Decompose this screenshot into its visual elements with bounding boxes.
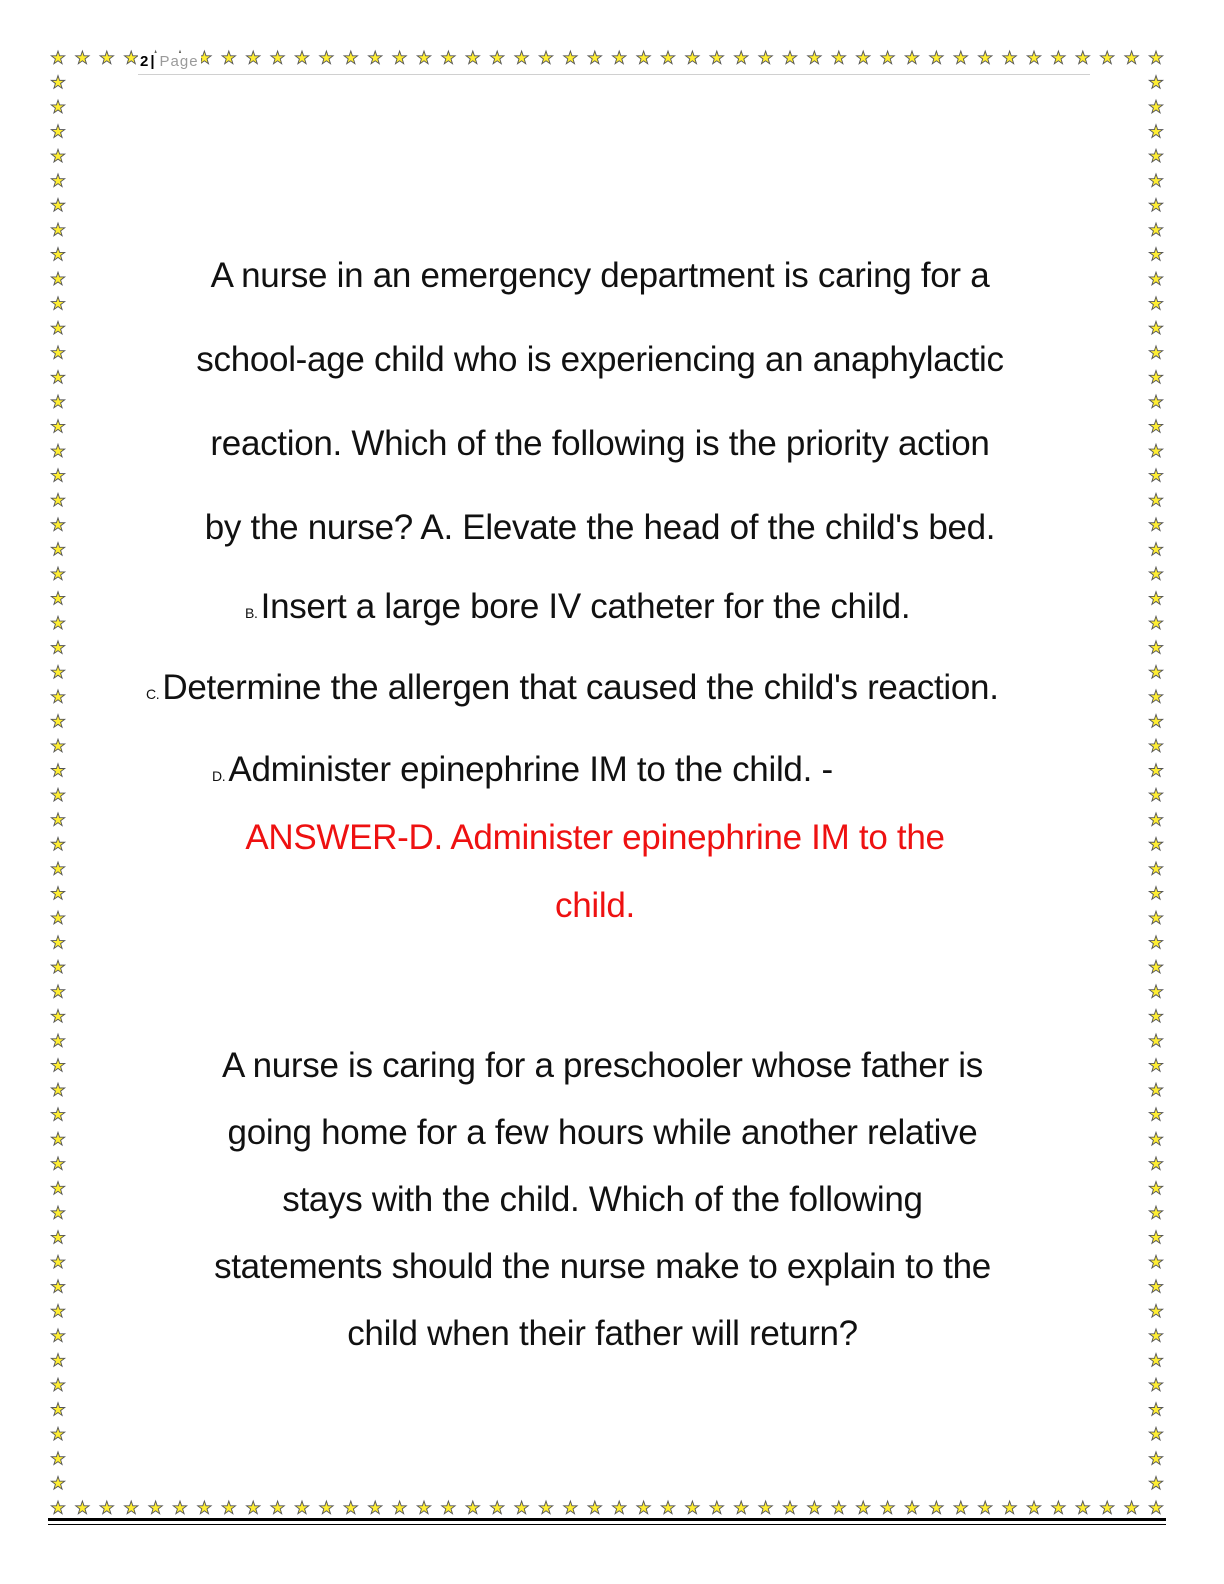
- option-d: [212, 745, 833, 801]
- star-icon: [51, 149, 64, 162]
- star-icon: [1149, 837, 1162, 850]
- star-icon: [51, 444, 64, 457]
- star-icon: [51, 1182, 64, 1195]
- star-icon: [783, 1501, 796, 1514]
- star-icon: [1149, 960, 1162, 973]
- star-icon: [1149, 346, 1162, 359]
- star-icon: [51, 420, 64, 433]
- question-2-line: statements should the nurse make to explain to the: [214, 1247, 991, 1286]
- star-icon: [271, 51, 284, 64]
- star-icon: [588, 51, 601, 64]
- star-icon: [1149, 469, 1162, 482]
- star-icon: [51, 1304, 64, 1317]
- star-icon: [125, 1501, 138, 1514]
- star-icon: [125, 51, 138, 64]
- star-icon: [1149, 1157, 1162, 1170]
- star-icon: [1149, 149, 1162, 162]
- page-number: 2: [140, 53, 149, 70]
- star-icon: [1149, 272, 1162, 285]
- star-icon: [808, 51, 821, 64]
- star-icon: [1149, 1132, 1162, 1145]
- question-1-line: by the nurse? A. Elevate the head of the child's bed.: [204, 508, 996, 547]
- star-icon: [173, 1501, 186, 1514]
- star-icon: [1149, 887, 1162, 900]
- star-icon: [76, 1501, 89, 1514]
- star-icon: [344, 1501, 357, 1514]
- question-2-line: going home for a few hours while another relative: [227, 1113, 978, 1152]
- star-icon: [954, 51, 967, 64]
- star-icon: [295, 1501, 308, 1514]
- star-icon: [1003, 1501, 1016, 1514]
- star-icon: [1149, 862, 1162, 875]
- star-icon: [369, 1501, 382, 1514]
- star-icon: [247, 1501, 260, 1514]
- star-icon: [76, 51, 89, 64]
- star-icon: [979, 1501, 992, 1514]
- star-icon: [1149, 616, 1162, 629]
- question-1-line: school-age child who is experiencing an anaphylactic: [196, 340, 1004, 379]
- bottom-rule-thick: [48, 1518, 1166, 1521]
- star-icon: [1149, 1304, 1162, 1317]
- star-icon: [515, 51, 528, 64]
- star-icon: [1149, 543, 1162, 556]
- star-icon: [637, 51, 650, 64]
- star-icon: [369, 51, 382, 64]
- star-icon: [1149, 739, 1162, 752]
- star-icon: [564, 1501, 577, 1514]
- star-icon: [51, 100, 64, 113]
- star-icon: [51, 1378, 64, 1391]
- star-icon: [1149, 1182, 1162, 1195]
- star-icon: [51, 1476, 64, 1489]
- star-icon: [881, 1501, 894, 1514]
- star-icon: [1149, 395, 1162, 408]
- star-icon: [51, 936, 64, 949]
- question-2-line: child when their father will return?: [347, 1314, 858, 1353]
- star-icon: [1149, 51, 1162, 64]
- star-icon: [1149, 370, 1162, 383]
- star-icon: [51, 715, 64, 728]
- star-icon: [51, 1427, 64, 1440]
- star-icon: [1149, 985, 1162, 998]
- answer-line: child.: [555, 886, 635, 925]
- star-icon: [466, 1501, 479, 1514]
- star-icon: [51, 911, 64, 924]
- star-icon: [1149, 1476, 1162, 1489]
- star-icon: [1149, 223, 1162, 236]
- star-icon: [51, 985, 64, 998]
- star-icon: [320, 51, 333, 64]
- star-icon: [1149, 100, 1162, 113]
- star-icon: [393, 1501, 406, 1514]
- star-icon: [1149, 567, 1162, 580]
- star-icon: [1149, 1378, 1162, 1391]
- star-icon: [1149, 1009, 1162, 1022]
- star-icon: [1149, 911, 1162, 924]
- star-icon: [710, 51, 723, 64]
- star-icon: [1149, 444, 1162, 457]
- answer-text: [140, 804, 1050, 940]
- star-icon: [222, 1501, 235, 1514]
- star-icon: [1149, 1059, 1162, 1072]
- star-icon: [51, 1255, 64, 1268]
- star-icon: [51, 272, 64, 285]
- star-icon: [51, 543, 64, 556]
- star-icon: [1125, 1501, 1138, 1514]
- star-icon: [1027, 1501, 1040, 1514]
- star-icon: [51, 346, 64, 359]
- header-separator: |: [150, 53, 157, 70]
- star-icon: [1149, 1280, 1162, 1293]
- star-icon: [417, 51, 430, 64]
- star-icon: [198, 1501, 211, 1514]
- question-1-line: A nurse in an emergency department is caring for a: [210, 256, 990, 295]
- star-icon: [1101, 1501, 1114, 1514]
- star-icon: [491, 51, 504, 64]
- star-icon: [1149, 641, 1162, 654]
- option-d-text: Administer epinephrine IM to the child. -: [228, 750, 833, 789]
- star-icon: [51, 1157, 64, 1170]
- star-icon: [51, 1034, 64, 1047]
- star-icon: [51, 248, 64, 261]
- star-icon: [466, 51, 479, 64]
- star-icon: [613, 51, 626, 64]
- star-icon: [393, 51, 406, 64]
- star-icon: [1149, 1329, 1162, 1342]
- star-icon: [686, 1501, 699, 1514]
- star-icon: [954, 1501, 967, 1514]
- star-icon: [735, 51, 748, 64]
- star-icon: [51, 1083, 64, 1096]
- star-icon: [1149, 1034, 1162, 1047]
- star-icon: [51, 739, 64, 752]
- star-icon: [51, 321, 64, 334]
- star-icon: [710, 1501, 723, 1514]
- star-icon: [613, 1501, 626, 1514]
- star-icon: [247, 51, 260, 64]
- star-icon: [51, 370, 64, 383]
- star-icon: [1149, 518, 1162, 531]
- star-icon: [1076, 1501, 1089, 1514]
- star-icon: [1149, 198, 1162, 211]
- star-icon: [1149, 936, 1162, 949]
- star-icon: [1101, 51, 1114, 64]
- star-icon: [515, 1501, 528, 1514]
- bottom-rule-thin: [48, 1524, 1166, 1525]
- star-icon: [1149, 1452, 1162, 1465]
- star-icon: [51, 1206, 64, 1219]
- star-icon: [1149, 592, 1162, 605]
- star-icon: [881, 51, 894, 64]
- star-icon: [51, 1329, 64, 1342]
- star-icon: [1149, 125, 1162, 138]
- star-icon: [51, 223, 64, 236]
- star-icon: [51, 76, 64, 89]
- option-d-letter: D.: [212, 768, 226, 784]
- star-icon: [51, 518, 64, 531]
- question-2-line: stays with the child. Which of the following: [282, 1180, 923, 1219]
- header-rule: [138, 74, 1090, 75]
- star-icon: [51, 1132, 64, 1145]
- star-icon: [832, 1501, 845, 1514]
- star-icon: [1149, 1403, 1162, 1416]
- star-icon: [51, 469, 64, 482]
- star-icon: [1149, 788, 1162, 801]
- star-icon: [759, 51, 772, 64]
- star-icon: [905, 1501, 918, 1514]
- star-icon: [735, 1501, 748, 1514]
- star-icon: [783, 51, 796, 64]
- star-icon: [51, 887, 64, 900]
- star-icon: [1149, 813, 1162, 826]
- star-icon: [51, 1501, 64, 1514]
- star-icon: [1027, 51, 1040, 64]
- star-icon: [51, 1231, 64, 1244]
- star-icon: [442, 51, 455, 64]
- star-icon: [1052, 51, 1065, 64]
- star-icon: [1149, 1083, 1162, 1096]
- star-icon: [51, 297, 64, 310]
- star-icon: [51, 1280, 64, 1293]
- star-icon: [1149, 76, 1162, 89]
- star-icon: [539, 1501, 552, 1514]
- star-icon: [51, 616, 64, 629]
- answer-line: ANSWER-D. Administer epinephrine IM to the: [245, 818, 945, 857]
- star-icon: [51, 1108, 64, 1121]
- star-icon: [51, 788, 64, 801]
- option-b-letter: B.: [245, 605, 258, 621]
- star-icon: [979, 51, 992, 64]
- star-icon: [661, 1501, 674, 1514]
- star-icon: [295, 51, 308, 64]
- star-icon: [51, 837, 64, 850]
- star-icon: [1052, 1501, 1065, 1514]
- star-icon: [1149, 690, 1162, 703]
- star-icon: [661, 51, 674, 64]
- star-icon: [1149, 493, 1162, 506]
- star-icon: [1149, 248, 1162, 261]
- star-icon: [930, 51, 943, 64]
- star-icon: [51, 174, 64, 187]
- star-icon: [1125, 51, 1138, 64]
- star-icon: [100, 1501, 113, 1514]
- star-icon: [905, 51, 918, 64]
- star-icon: [417, 1501, 430, 1514]
- star-icon: [637, 1501, 650, 1514]
- star-icon: [100, 51, 113, 64]
- star-icon: [857, 1501, 870, 1514]
- option-c: [146, 663, 999, 719]
- star-icon: [857, 51, 870, 64]
- star-icon: [271, 1501, 284, 1514]
- star-icon: [564, 51, 577, 64]
- star-icon: [1149, 764, 1162, 777]
- star-icon: [1149, 1231, 1162, 1244]
- option-c-text: Determine the allergen that caused the child's reaction.: [162, 668, 999, 707]
- option-c-letter: C.: [146, 686, 160, 702]
- star-icon: [51, 1403, 64, 1416]
- star-icon: [1149, 665, 1162, 678]
- star-icon: [1149, 715, 1162, 728]
- star-icon: [51, 1354, 64, 1367]
- star-icon: [222, 51, 235, 64]
- star-icon: [539, 51, 552, 64]
- question-1-line: reaction. Which of the following is the priority action: [210, 424, 990, 463]
- star-icon: [51, 1059, 64, 1072]
- star-icon: [149, 1501, 162, 1514]
- star-icon: [1076, 51, 1089, 64]
- star-icon: [808, 1501, 821, 1514]
- question-2: [130, 1032, 1075, 1367]
- star-icon: [1149, 420, 1162, 433]
- star-icon: [51, 960, 64, 973]
- star-icon: [51, 764, 64, 777]
- star-icon: [759, 1501, 772, 1514]
- star-icon: [51, 395, 64, 408]
- star-icon: [1149, 297, 1162, 310]
- star-icon: [320, 1501, 333, 1514]
- star-icon: [1149, 1427, 1162, 1440]
- option-b: [245, 582, 910, 638]
- star-icon: [832, 51, 845, 64]
- star-icon: [51, 125, 64, 138]
- star-icon: [1149, 321, 1162, 334]
- star-icon: [588, 1501, 601, 1514]
- star-icon: [51, 862, 64, 875]
- star-icon: [1149, 1501, 1162, 1514]
- star-icon: [51, 592, 64, 605]
- star-icon: [51, 1452, 64, 1465]
- question-2-line: A nurse is caring for a preschooler whose father is: [222, 1046, 983, 1085]
- star-icon: [344, 51, 357, 64]
- star-icon: [51, 493, 64, 506]
- star-icon: [1149, 174, 1162, 187]
- star-icon: [686, 51, 699, 64]
- star-icon: [51, 665, 64, 678]
- star-icon: [442, 1501, 455, 1514]
- star-icon: [51, 1009, 64, 1022]
- question-1: [130, 234, 1070, 570]
- page-label: Page: [159, 53, 199, 70]
- star-icon: [930, 1501, 943, 1514]
- star-icon: [1149, 1206, 1162, 1219]
- star-icon: [1003, 51, 1016, 64]
- star-icon: [51, 567, 64, 580]
- star-icon: [491, 1501, 504, 1514]
- star-icon: [1149, 1255, 1162, 1268]
- star-icon: [51, 198, 64, 211]
- star-icon: [1149, 1108, 1162, 1121]
- star-icon: [1149, 1354, 1162, 1367]
- star-icon: [51, 51, 64, 64]
- page-header: [138, 50, 201, 74]
- star-icon: [51, 813, 64, 826]
- star-icon: [51, 641, 64, 654]
- option-b-text: Insert a large bore IV catheter for the child.: [260, 587, 911, 626]
- star-icon: [51, 690, 64, 703]
